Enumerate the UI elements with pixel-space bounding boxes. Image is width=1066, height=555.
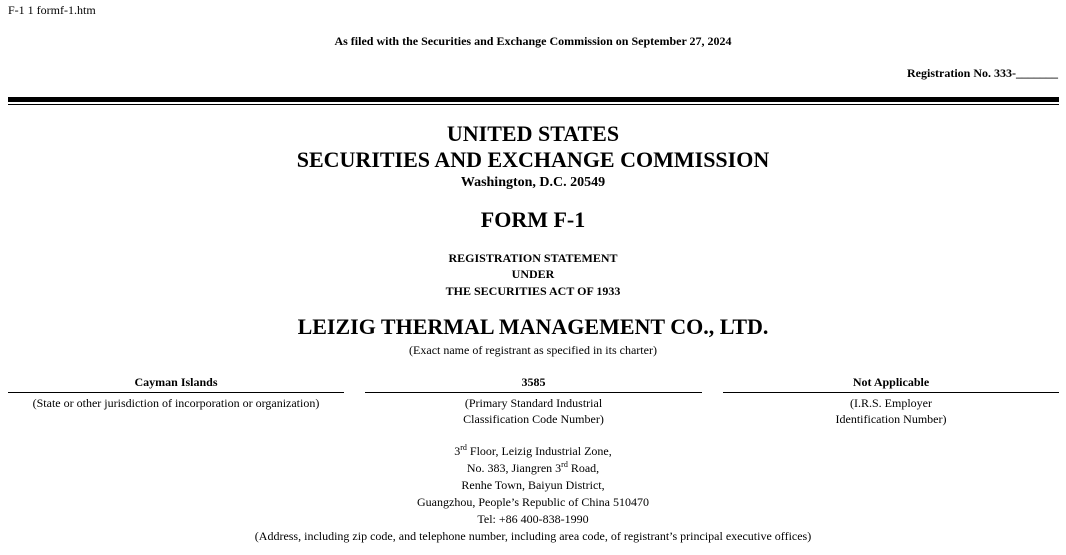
address-road-rest: Road, (567, 461, 600, 475)
sic-code-caption-line2: Classification Code Number) (463, 412, 604, 426)
sic-code-caption-line1: (Primary Standard Industrial (464, 396, 603, 410)
sic-code-caption (365, 395, 702, 427)
address-floor-rest: Floor, Leizig Industrial Zone, (466, 444, 612, 458)
irs-number-column (723, 375, 1059, 427)
address-telephone: Tel: +86 400-838-1990 (477, 512, 589, 526)
jurisdiction-column (8, 375, 344, 411)
address-floor-suffix: rd (460, 443, 467, 452)
registrant-name: LEIZIG THERMAL MANAGEMENT CO., LTD. (297, 314, 769, 339)
jurisdiction-value: Cayman Islands (8, 375, 344, 393)
address-floor-number: 3 (454, 444, 461, 458)
registration-number: Registration No. 333-_______ (907, 66, 1058, 80)
irs-number-value: Not Applicable (723, 375, 1059, 393)
address-caption: (Address, including zip code, and telephone number, including area code, of registrant’s principal executive offices) (254, 529, 812, 543)
agency-title-line1: UNITED STATES (446, 121, 620, 146)
address-road-suffix: rd (561, 460, 568, 469)
jurisdiction-caption (8, 395, 344, 411)
statement-line-2: UNDER (511, 267, 555, 281)
registrant-name-caption: (Exact name of registrant as specified in its charter) (409, 343, 657, 357)
sic-code-column (365, 375, 702, 427)
statement-line-1: REGISTRATION STATEMENT (448, 251, 618, 265)
form-title: FORM F-1 (480, 207, 586, 232)
header-rule-thick (8, 97, 1059, 102)
file-label: F-1 1 formf-1.htm (8, 3, 96, 17)
sic-code-value: 3585 (365, 375, 702, 393)
header-rule-thin (8, 104, 1059, 105)
filing-date-line: As filed with the Securities and Exchange Commission on September 27, 2024 (334, 34, 732, 48)
jurisdiction-caption-line1: (State or other jurisdiction of incorporation or organization) (32, 396, 320, 410)
address-road-prefix: No. 383, Jiangren 3 (466, 461, 562, 475)
address-line-3: Renhe Town, Baiyun District, (461, 478, 605, 492)
irs-number-caption-line2: Identification Number) (835, 412, 947, 426)
irs-number-caption (723, 395, 1059, 427)
irs-number-caption-line1: (I.R.S. Employer (850, 396, 932, 410)
address-line-2 (0, 460, 1066, 477)
agency-location: Washington, D.C. 20549 (460, 175, 606, 190)
address-block (0, 443, 1066, 545)
address-line-4: Guangzhou, People’s Republic of China 510470 (417, 495, 649, 509)
address-line-1 (0, 443, 1066, 460)
agency-title-line2: SECURITIES AND EXCHANGE COMMISSION (296, 147, 770, 172)
statement-line-3: THE SECURITIES ACT OF 1933 (445, 284, 621, 298)
